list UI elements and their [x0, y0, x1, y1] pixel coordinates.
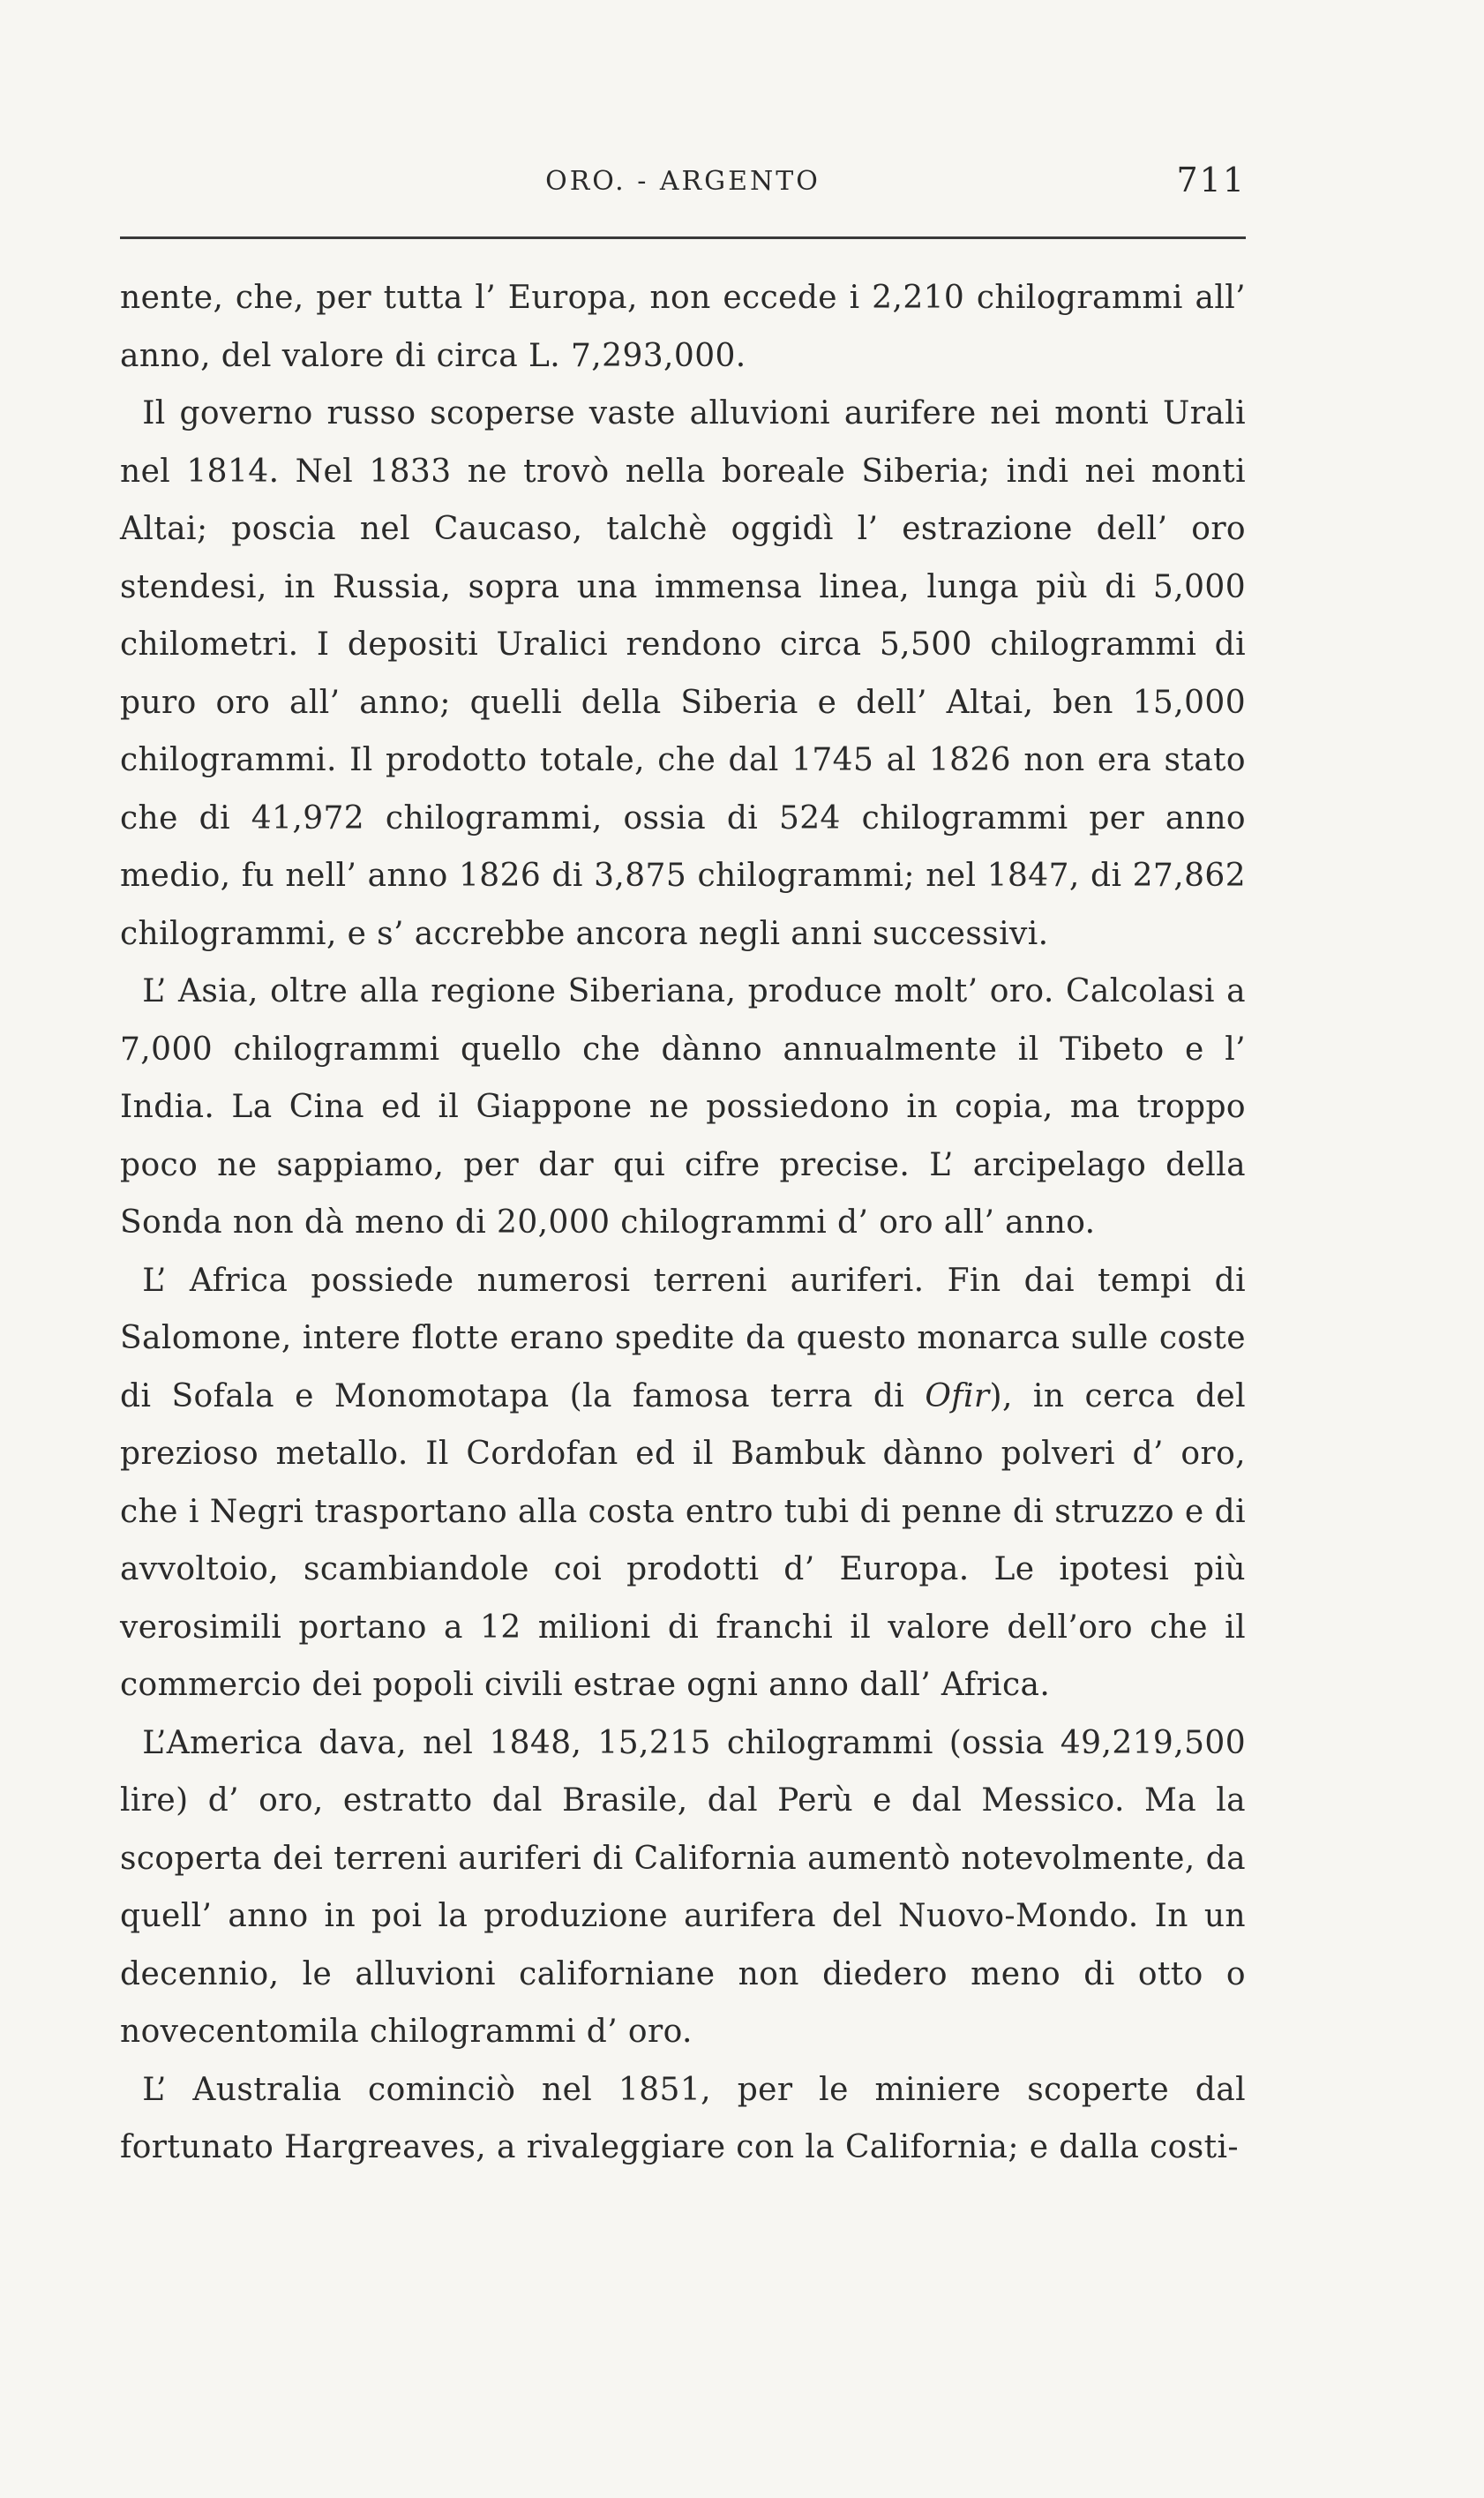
paragraph-4 [120, 1252, 1246, 1714]
paragraph-4-text-b: ), in cerca del prezioso metallo. Il Cordofan ed il Bambuk dànno polveri d’ oro, che i Negri trasportano alla costa entro tubi di penne di struzzo e di avvoltoio, scambiandole coi prodotti d’ Europa. Le ipotesi più verosimili portano a 12 milioni di franchi il valore dell’oro che il commercio dei popoli civili estrae ogni anno dall’ Africa. [120, 1377, 1247, 1703]
running-head [120, 159, 1246, 212]
paragraph-4-text-a: L’ Africa possiede numerosi terreni auriferi. Fin dai tempi di Salomone, intere flotte erano spedite da questo monarca sulle coste di Sofala e Monomotapa (la famosa terra di [120, 1262, 1246, 1414]
paragraph-6: L’ Australia cominciò nel 1851, per le miniere scoperte dal fortunato Hargreaves, a rivaleggiare con la California; e dalla costi- [120, 2071, 1246, 2165]
paragraph-5: L’America dava, nel 1848, 15,215 chilogrammi (ossia 49,219,500 lire) d’ oro, estratto dal Brasile, dal Perù e dal Messico. Ma la scoperta dei terreni auriferi di California aumentò notevolmente, da quell’ anno in poi la produzione aurifera del Nuovo-Mondo. In un decennio, le alluvioni californiane non diedero meno di otto o novecentomila chilogrammi d’ oro. [120, 1724, 1246, 2050]
paragraph-3: L’ Asia, oltre alla regione Siberiana, produce molt’ oro. Calcolasi a 7,000 chilogrammi quello che dànno annualmente il Tibeto e l’ India. La Cina ed il Giappone ne possiedono in copia, ma troppo poco ne sappiamo, per dar qui cifre precise. L’ arcipelago della Sonda non dà meno di 20,000 chilogrammi d’ oro all’ anno. [120, 973, 1246, 1241]
body-text [120, 269, 1246, 2177]
running-title: ORO. - ARGENTO [545, 166, 821, 197]
paragraph-4-italic: Ofir [925, 1377, 990, 1414]
page-number: 711 [1176, 161, 1246, 199]
header-rule [120, 236, 1246, 239]
paragraph-2: Il governo russo scoperse vaste alluvioni aurifere nei monti Urali nel 1814. Nel 1833 ne trovò nella boreale Siberia; indi nei monti Altai; poscia nel Caucaso, talchè oggidì l’ estrazione dell’ oro stendesi, in Russia, sopra una immensa linea, lunga più di 5,000 chilometri. I depositi Uralici rendono circa 5,500 chilogrammi di puro oro all’ anno; quelli della Siberia e dell’ Altai, ben 15,000 chilogrammi. Il prodotto totale, che dal 1745 al 1826 non era stato che di 41,972 chilogrammi, ossia di 524 chilogrammi per anno medio, fu nell’ anno 1826 di 3,875 chilogrammi; nel 1847, di 27,862 chilogrammi, e s’ accrebbe ancora negli anni successivi. [120, 395, 1246, 952]
paragraph-1: nente, che, per tutta l’ Europa, non eccede i 2,210 chilogrammi all’ anno, del valore di circa L. 7,293,000. [120, 280, 1246, 374]
